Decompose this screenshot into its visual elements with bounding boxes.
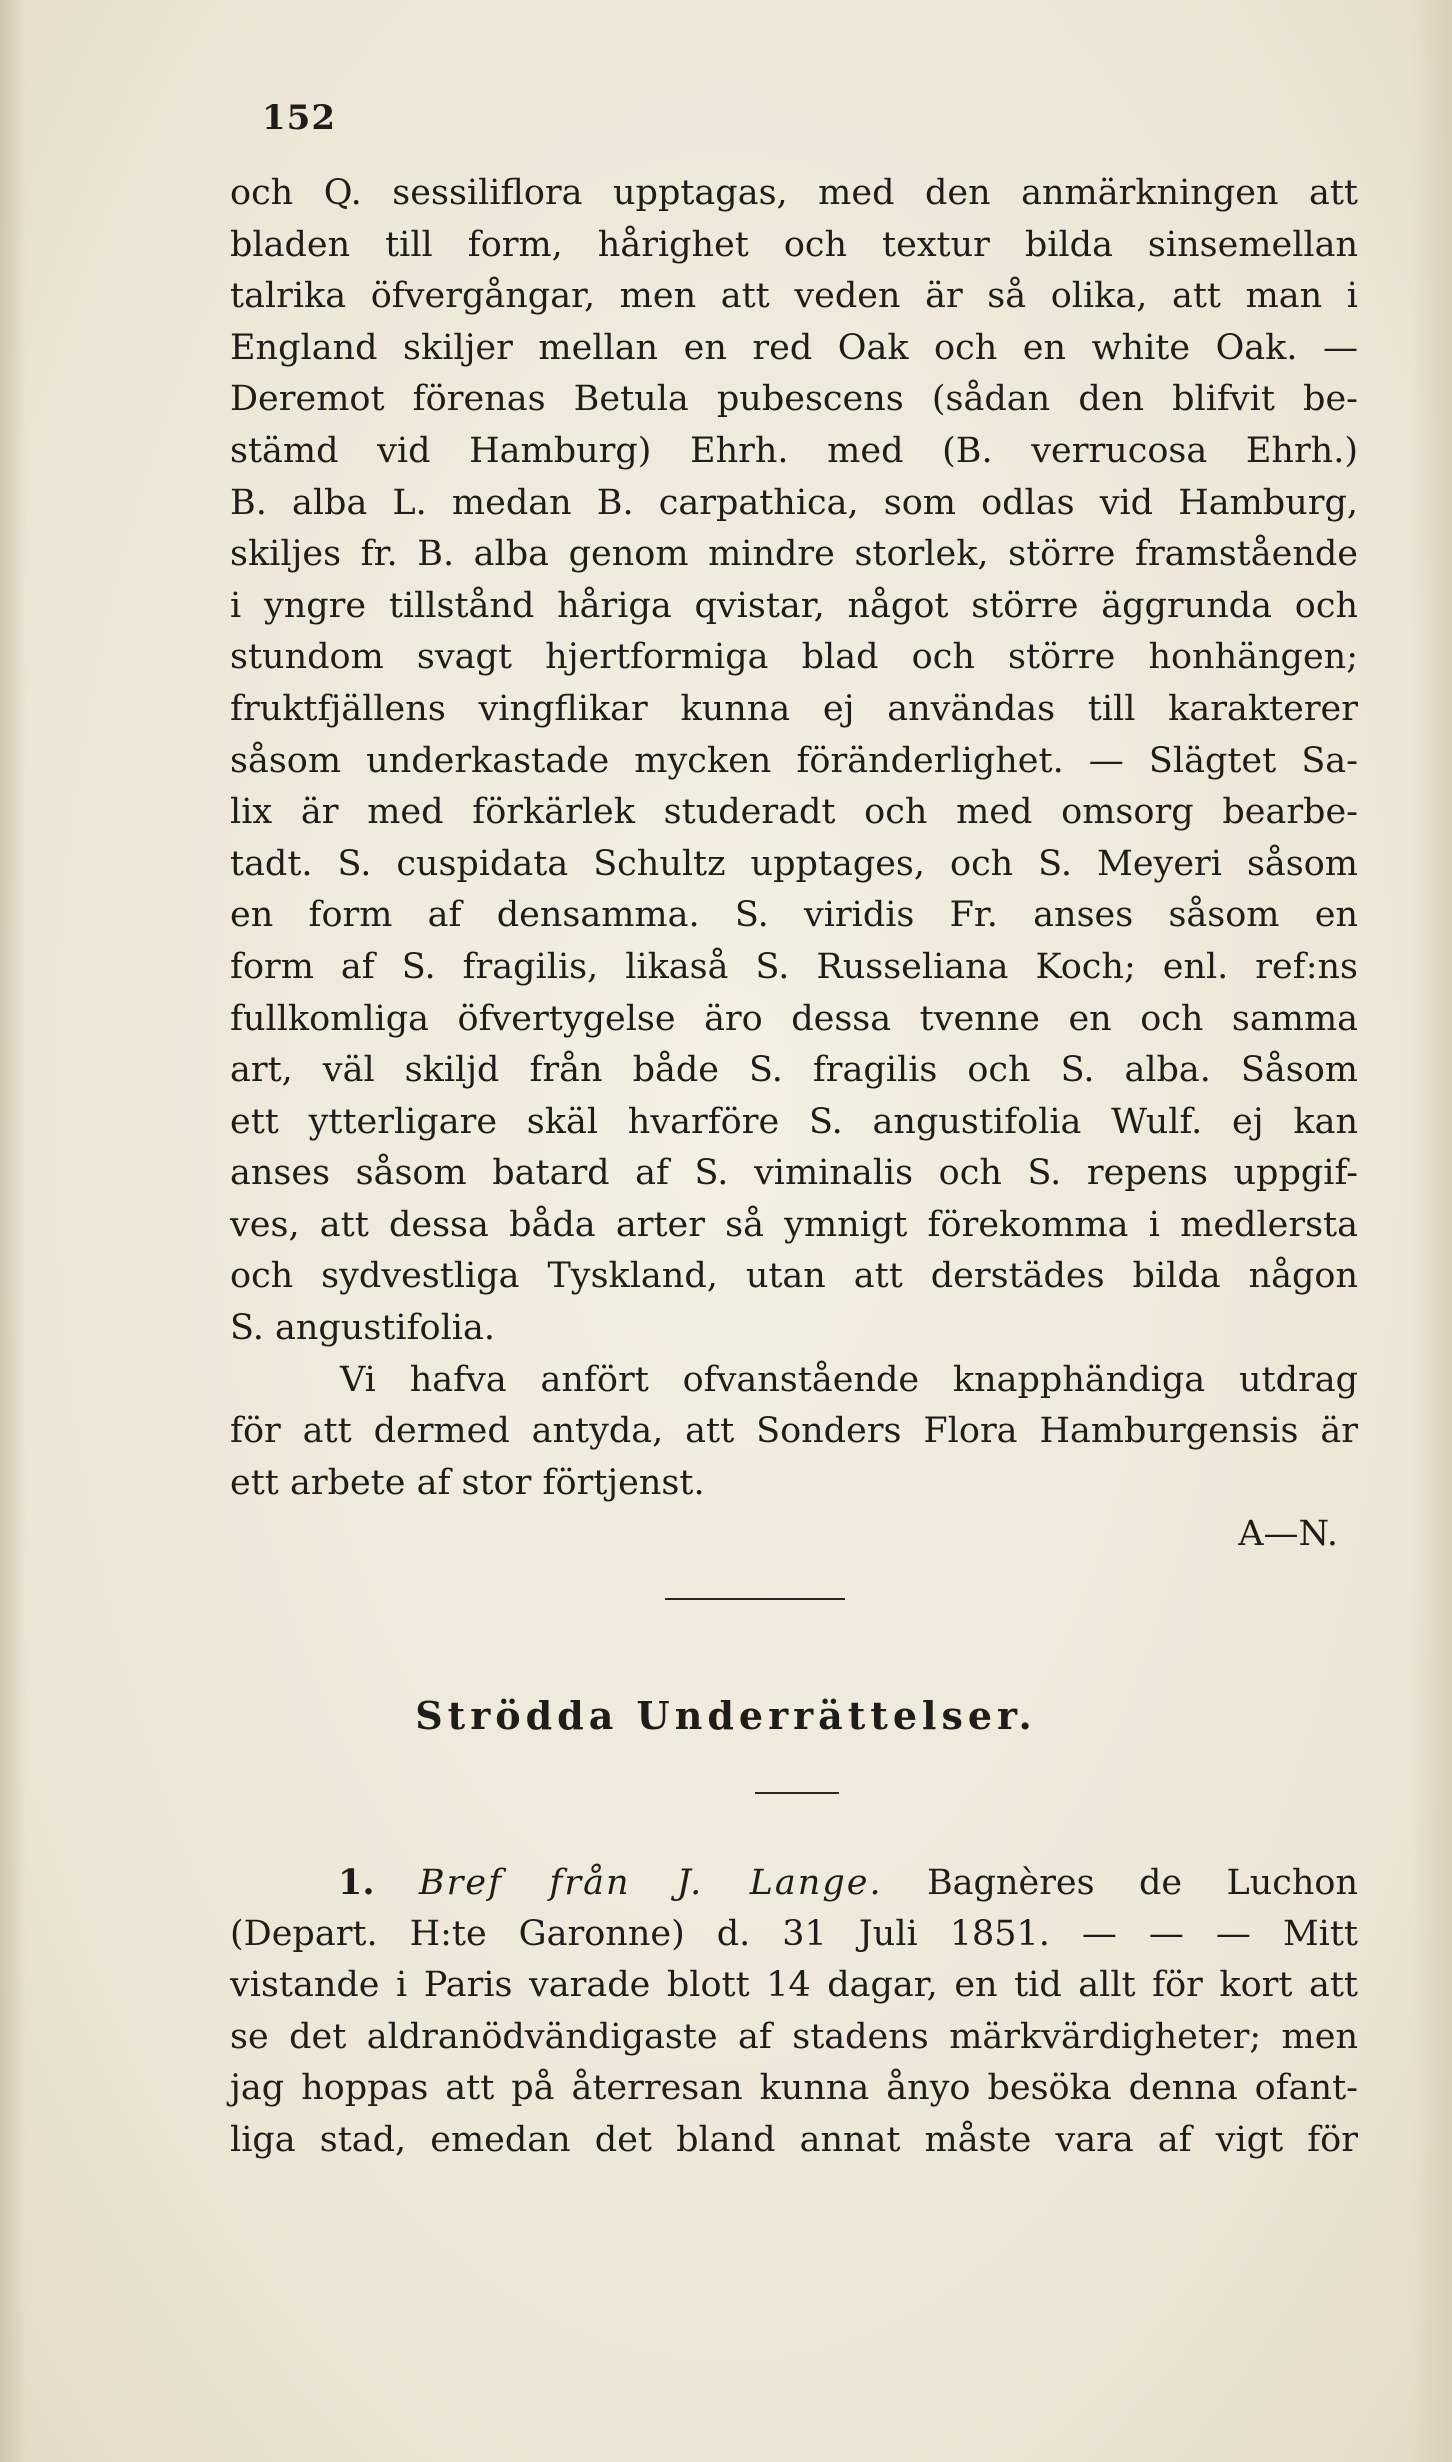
page-number: 152 bbox=[262, 98, 336, 138]
text-line: ett ytterligare skäl hvarföre S. angustifolia Wulf. ej kan bbox=[230, 1101, 1358, 1142]
news-place: Bagnères de Luchon bbox=[926, 1863, 1358, 1903]
text-line: såsom underkastade mycken föränderlighet. — Slägtet Sa- bbox=[230, 740, 1358, 781]
text-line: (Depart. H:te Garonne) d. 31 Juli 1851. — — — Mitt bbox=[230, 1913, 1358, 1954]
text-line: tadt. S. cuspidata Schultz upptages, och S. Meyeri såsom bbox=[230, 843, 1358, 884]
text-line: S. angustifolia. bbox=[230, 1308, 495, 1349]
text-line: i yngre tillstånd håriga qvistar, något större äggrunda och bbox=[230, 585, 1358, 626]
signature: A—N. bbox=[1238, 1514, 1338, 1555]
text-line: anses såsom batard af S. viminalis och S. repens uppgif- bbox=[230, 1153, 1358, 1194]
text-line: stundom svagt hjertformiga blad och större honhängen; bbox=[230, 637, 1358, 678]
page-edge bbox=[1412, 0, 1452, 2462]
text-line: fullkomliga öfvertygelse äro dessa tvenne en och samma bbox=[230, 998, 1358, 1039]
text-line: Vi hafva anfört ofvanstående knapphändiga utdrag bbox=[340, 1359, 1358, 1400]
text-line: ett arbete af stor förtjenst. bbox=[230, 1462, 705, 1503]
text-line: stämd vid Hamburg) Ehrh. med (B. verrucosa Ehrh.) bbox=[230, 430, 1358, 471]
text-line: England skiljer mellan en red Oak och en white Oak. — bbox=[230, 327, 1358, 368]
text-line: talrika öfvergångar, men att veden är så olika, att man i bbox=[230, 276, 1358, 317]
main-text bbox=[230, 168, 1358, 1561]
section-divider bbox=[665, 1598, 845, 1600]
text-line: för att dermed antyda, att Sonders Flora Hamburgensis är bbox=[230, 1411, 1358, 1452]
text-line: en form af densamma. S. viridis Fr. anses såsom en bbox=[230, 895, 1358, 936]
text-line: se det aldranödvändigaste af stadens märkvärdigheter; men bbox=[230, 2016, 1358, 2057]
text-line: art, väl skiljd från både S. fragilis och S. alba. Såsom bbox=[230, 1050, 1358, 1091]
heading-divider bbox=[755, 1792, 839, 1794]
text-line: B. alba L. medan B. carpathica, som odlas vid Hamburg, bbox=[230, 482, 1358, 523]
text-line: jag hoppas att på återresan kunna ånyo besöka denna ofant- bbox=[230, 2068, 1358, 2109]
news-first-line bbox=[230, 1857, 1358, 1909]
text-line: skiljes fr. B. alba genom mindre storlek, större framstående bbox=[230, 534, 1358, 575]
text-line: fruktfjällens vingflikar kunna ej användas till karakterer bbox=[230, 688, 1358, 729]
text-line: form af S. fragilis, likaså S. Russeliana Koch; enl. ref:ns bbox=[230, 946, 1358, 987]
text-line: lix är med förkärlek studeradt och med omsorg bearbe- bbox=[230, 792, 1358, 833]
binding-shadow bbox=[0, 0, 26, 2462]
text-line: Deremot förenas Betula pubescens (sådan den blifvit be- bbox=[230, 379, 1358, 420]
section-heading: Strödda Underrättelser. bbox=[415, 1693, 1037, 1738]
text-line: vistande i Paris varade blott 14 dagar, en tid allt för kort att bbox=[230, 1965, 1358, 2006]
text-line: liga stad, emedan det bland annat måste vara af vigt för bbox=[230, 2119, 1358, 2160]
text-line: och Q. sessiliflora upptagas, med den anmärkningen att bbox=[230, 173, 1358, 213]
news-number: 1. bbox=[338, 1862, 375, 1903]
text-line: och sydvestliga Tyskland, utan att derstädes bilda någon bbox=[230, 1256, 1358, 1297]
news-text bbox=[230, 1857, 1358, 2167]
text-line: bladen till form, hårighet och textur bilda sinsemellan bbox=[230, 224, 1358, 265]
text-line: ves, att dessa båda arter så ymnigt förekomma i medlersta bbox=[230, 1204, 1358, 1245]
news-title: Bref från J. Lange. bbox=[418, 1863, 883, 1903]
